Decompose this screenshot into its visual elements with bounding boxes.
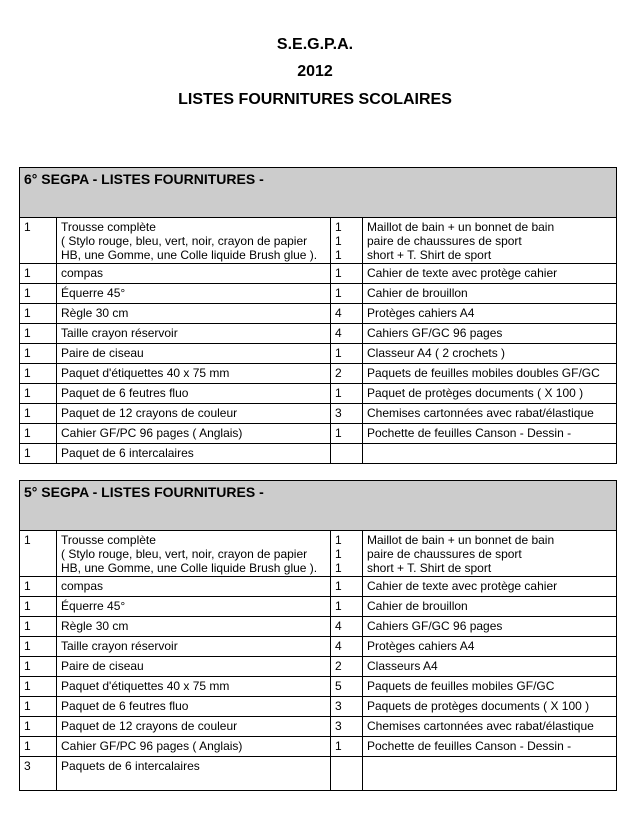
item-cell: [57, 218, 331, 264]
table-row: [20, 404, 617, 424]
quantity-cell: 1: [331, 264, 363, 284]
table-row: [20, 304, 617, 324]
item-cell: Paquets de protèges documents ( X 100 ): [363, 697, 617, 717]
table-row: [20, 364, 617, 384]
table-6e-segpa: [19, 167, 617, 464]
table-row: [20, 597, 617, 617]
item-cell: Chemises cartonnées avec rabat/élastique: [363, 717, 617, 737]
quantity-line: 1: [335, 561, 342, 575]
item-cell: Pochette de feuilles Canson - Dessin -: [363, 737, 617, 757]
item-line: Maillot de bain + un bonnet de bain: [367, 533, 555, 547]
quantity-cell: 2: [331, 364, 363, 384]
table-row: [20, 577, 617, 597]
item-cell: Pochette de feuilles Canson - Dessin -: [363, 424, 617, 444]
quantity-line: 1: [335, 248, 342, 262]
quantity-cell: 1: [20, 531, 57, 577]
table-row: [20, 218, 617, 264]
table-5e-segpa: [19, 480, 617, 791]
item-cell: Protèges cahiers A4: [363, 637, 617, 657]
item-line: Trousse complète: [61, 533, 156, 547]
table-row: [20, 324, 617, 344]
item-line: ( Stylo rouge, bleu, vert, noir, crayon de papier: [61, 547, 308, 561]
item-cell: Paquets de feuilles mobiles doubles GF/GC: [363, 364, 617, 384]
item-cell: Taille crayon réservoir: [57, 324, 331, 344]
quantity-cell: 1: [20, 657, 57, 677]
table-row: [20, 444, 617, 464]
item-cell: Cahiers GF/GC 96 pages: [363, 324, 617, 344]
table-row: [20, 757, 617, 791]
quantity-cell: 5: [331, 677, 363, 697]
item-cell: Protèges cahiers A4: [363, 304, 617, 324]
table-row: [20, 717, 617, 737]
section-header-row: [20, 168, 617, 218]
item-cell: compas: [57, 264, 331, 284]
quantity-cell: 3: [331, 717, 363, 737]
quantity-cell: 1: [331, 577, 363, 597]
table-row: [20, 531, 617, 577]
item-cell: Paquet de 6 intercalaires: [57, 444, 331, 464]
item-cell: [363, 444, 617, 464]
quantity-cell: [331, 444, 363, 464]
quantity-cell: 1: [20, 344, 57, 364]
quantity-cell: 1: [331, 424, 363, 444]
quantity-cell: 3: [20, 757, 57, 791]
item-line: Trousse complète: [61, 220, 156, 234]
document-year: 2012: [297, 63, 333, 80]
table-row: [20, 737, 617, 757]
quantity-cell: 1: [20, 284, 57, 304]
item-cell: Équerre 45°: [57, 597, 331, 617]
item-cell: Cahier de brouillon: [363, 597, 617, 617]
table-row: [20, 657, 617, 677]
item-line: ( Stylo rouge, bleu, vert, noir, crayon de papier: [61, 234, 308, 248]
quantity-cell: 1: [331, 284, 363, 304]
item-cell: compas: [57, 577, 331, 597]
item-line: short + T. Shirt de sport: [367, 248, 492, 262]
quantity-cell: 1: [20, 637, 57, 657]
document-title: S.E.G.P.A.: [276, 36, 354, 53]
item-cell: Règle 30 cm: [57, 304, 331, 324]
quantity-cell: 1: [20, 737, 57, 757]
item-cell: Paquet de 12 crayons de couleur: [57, 717, 331, 737]
quantity-cell: 1: [20, 404, 57, 424]
item-cell: Paquet d'étiquettes 40 x 75 mm: [57, 677, 331, 697]
item-line: HB, une Gomme, une Colle liquide Brush glue ).: [61, 248, 318, 262]
quantity-cell: [331, 218, 363, 264]
section-header-row: [20, 481, 617, 531]
item-line: Maillot de bain + un bonnet de bain: [367, 220, 555, 234]
table-row: [20, 697, 617, 717]
item-cell: Cahier de texte avec protège cahier: [363, 264, 617, 284]
item-cell: Paquets de 6 intercalaires: [57, 757, 331, 791]
quantity-cell: 1: [20, 264, 57, 284]
quantity-cell: 1: [331, 384, 363, 404]
quantity-cell: 1: [20, 444, 57, 464]
table-row: [20, 637, 617, 657]
table-row: [20, 264, 617, 284]
item-cell: [363, 531, 617, 577]
section-title: 6° SEGPA - LISTES FOURNITURES -: [20, 168, 617, 218]
item-cell: Classeurs A4: [363, 657, 617, 677]
table-row: [20, 677, 617, 697]
quantity-cell: 1: [20, 218, 57, 264]
item-line: HB, une Gomme, une Colle liquide Brush glue ).: [61, 561, 318, 575]
document-subtitle: LISTES FOURNITURES SCOLAIRES: [178, 91, 452, 108]
table-row: [20, 284, 617, 304]
quantity-cell: 1: [331, 737, 363, 757]
item-cell: Cahier GF/PC 96 pages ( Anglais): [57, 424, 331, 444]
item-cell: Paire de ciseau: [57, 344, 331, 364]
quantity-cell: 1: [20, 364, 57, 384]
item-cell: [363, 218, 617, 264]
quantity-cell: 4: [331, 617, 363, 637]
quantity-line: 1: [335, 533, 342, 547]
item-cell: Cahier de texte avec protège cahier: [363, 577, 617, 597]
quantity-cell: 1: [20, 577, 57, 597]
item-cell: Paquet de protèges documents ( X 100 ): [363, 384, 617, 404]
quantity-line: 1: [335, 220, 342, 234]
quantity-cell: 4: [331, 304, 363, 324]
item-cell: Équerre 45°: [57, 284, 331, 304]
quantity-cell: [331, 757, 363, 791]
item-cell: Chemises cartonnées avec rabat/élastique: [363, 404, 617, 424]
quantity-cell: [331, 531, 363, 577]
quantity-cell: 1: [20, 677, 57, 697]
quantity-cell: 1: [20, 597, 57, 617]
item-line: paire de chaussures de sport: [367, 234, 522, 248]
item-cell: Cahiers GF/GC 96 pages: [363, 617, 617, 637]
quantity-cell: 2: [331, 657, 363, 677]
item-cell: Paquet de 12 crayons de couleur: [57, 404, 331, 424]
item-line: short + T. Shirt de sport: [367, 561, 492, 575]
item-cell: [57, 531, 331, 577]
quantity-line: 1: [335, 234, 342, 248]
quantity-cell: 3: [331, 404, 363, 424]
item-cell: Taille crayon réservoir: [57, 637, 331, 657]
quantity-cell: 4: [331, 324, 363, 344]
quantity-cell: 1: [20, 697, 57, 717]
quantity-cell: 1: [331, 597, 363, 617]
quantity-cell: 1: [20, 617, 57, 637]
quantity-cell: 1: [20, 304, 57, 324]
quantity-cell: 1: [20, 384, 57, 404]
item-cell: Paquets de feuilles mobiles GF/GC: [363, 677, 617, 697]
quantity-cell: 1: [20, 324, 57, 344]
quantity-cell: 1: [20, 717, 57, 737]
item-line: paire de chaussures de sport: [367, 547, 522, 561]
item-cell: [363, 757, 617, 791]
quantity-cell: 4: [331, 637, 363, 657]
item-cell: Classeur A4 ( 2 crochets ): [363, 344, 617, 364]
item-cell: Paire de ciseau: [57, 657, 331, 677]
quantity-cell: 1: [331, 344, 363, 364]
item-cell: Paquet d'étiquettes 40 x 75 mm: [57, 364, 331, 384]
quantity-cell: 1: [20, 424, 57, 444]
item-cell: Cahier GF/PC 96 pages ( Anglais): [57, 737, 331, 757]
item-cell: Paquet de 6 feutres fluo: [57, 697, 331, 717]
item-cell: Paquet de 6 feutres fluo: [57, 384, 331, 404]
quantity-cell: 3: [331, 697, 363, 717]
table-row: [20, 344, 617, 364]
quantity-line: 1: [335, 547, 342, 561]
item-cell: Cahier de brouillon: [363, 284, 617, 304]
table-row: [20, 617, 617, 637]
item-cell: Règle 30 cm: [57, 617, 331, 637]
table-row: [20, 384, 617, 404]
table-row: [20, 424, 617, 444]
section-title: 5° SEGPA - LISTES FOURNITURES -: [20, 481, 617, 531]
